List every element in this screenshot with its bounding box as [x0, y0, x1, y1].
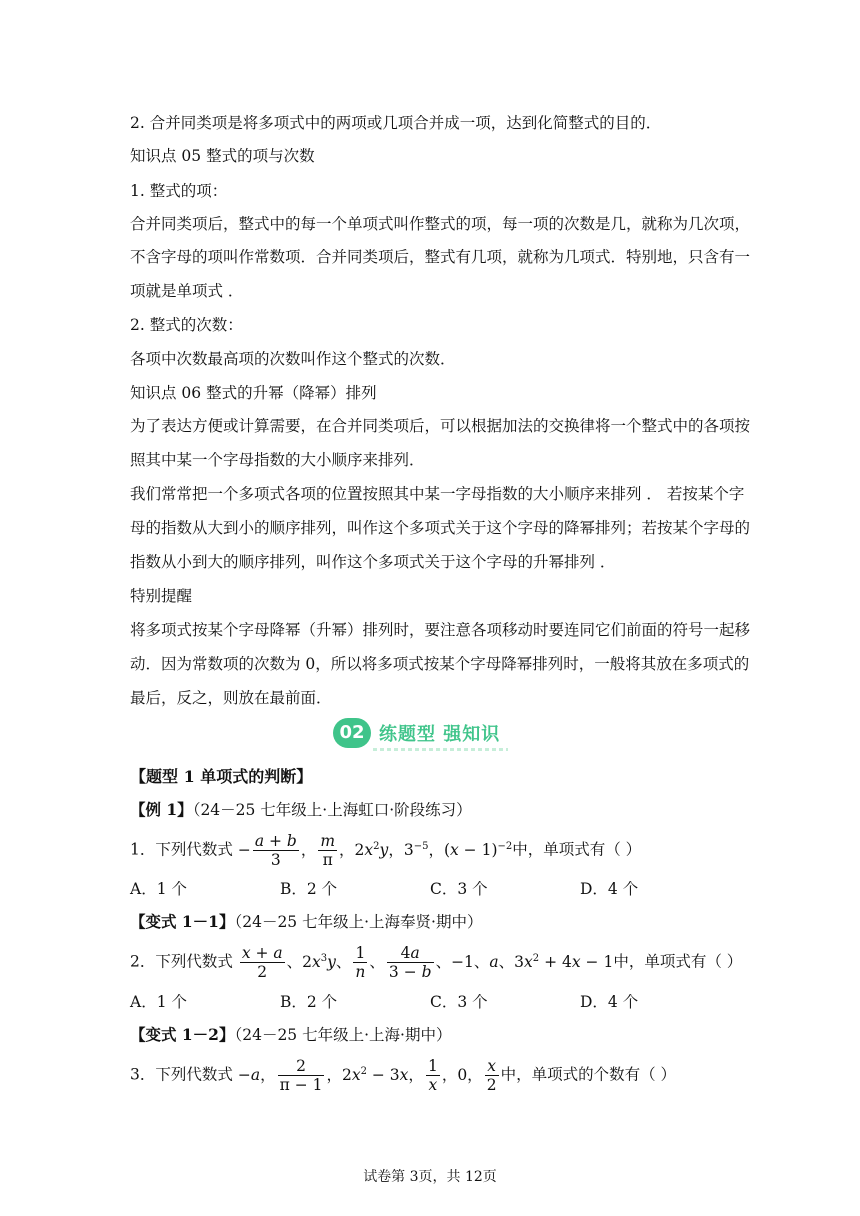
question-prefix: 2．下列代数式 [130, 952, 233, 971]
text-line: 最后，反之，则放在最前面． [130, 689, 332, 707]
option-d[interactable]: D．4 个 [580, 880, 639, 898]
knowledge-heading: 知识点 05 整式的项与次数 [130, 147, 315, 165]
question-prefix: 1．下列代数式 [130, 840, 233, 859]
text-line: 指数从小到大的顺序排列，叫作这个多项式关于这个字母的升幂排列 ． [130, 553, 616, 571]
text-line: 母的指数从大到小的顺序排列，叫作这个多项式关于这个字母的降幂排列；若按某个字母的 [130, 519, 751, 537]
example-header [130, 800, 472, 820]
text-line: 动．因为常数项的次数为 0，所以将多项式按某个字母降幂排列时，一般将其放在多项式的 [130, 655, 750, 673]
example-source: （24－25 七年级上·上海虹口·阶段练习） [192, 801, 472, 819]
banner-underline [373, 748, 508, 751]
text-line: 2. 整式的次数： [130, 316, 243, 334]
text-line: 照其中某一个字母指数的大小顺序来排列． [130, 451, 425, 469]
text-line: 将多项式按某个字母降幂（升幂）排列时，要注意各项移动时要连同它们前面的符号一起移 [130, 621, 751, 639]
section-title: 【题型 1 单项式的判断】 [130, 767, 313, 786]
example-header [130, 1025, 451, 1045]
reminder-heading: 特别提醒 [130, 587, 193, 605]
text-line: 我们常常把一个多项式各项的位置按照其中某一字母指数的大小顺序来排列 ． 若按某个字 [130, 485, 745, 503]
text-line: 为了表达方便或计算需要，在合并同类项后，可以根据加法的交换律将一个整式中的各项按 [130, 417, 751, 435]
question-suffix: 中，单项式有（ ） [613, 952, 743, 971]
option-b[interactable]: B．2 个 [280, 993, 338, 1011]
option-a[interactable]: A．1 个 [130, 993, 187, 1011]
question-prefix: 3．下列代数式 [130, 1065, 233, 1084]
text-line: 项就是单项式 ． [130, 282, 244, 300]
text-line: 1. 整式的项： [130, 182, 228, 200]
banner-badge: 02 [333, 718, 371, 748]
question-suffix: 中，单项式有（ ） [512, 840, 642, 859]
option-b[interactable]: B．2 个 [280, 880, 338, 898]
math-expression: −a， $\frac{2}{\pi - 1}$ ，$2x^2 - 3x$， $\frac{1}{x}$ ，0， $\frac{x}{2}$ [237, 1057, 497, 1094]
text-line: 各项中次数最高项的次数叫作这个整式的次数． [130, 350, 456, 368]
knowledge-heading: 知识点 06 整式的升幂（降幂）排列 [130, 384, 377, 402]
text-line: 不含字母的项叫作常数项．合并同类项后，整式有几项，就称为几项式．特别地，只含有一 [130, 248, 751, 266]
example-source: （24－25 七年级上·上海奉贤·期中） [234, 913, 483, 931]
math-expression: − $\frac{a + b}{3}$ ， $\frac{m}{\pi}$ ，$2x^2y$，$3^{-5}$，$(x - 1)^{-2}$ [237, 832, 513, 869]
page-footer: 试卷第 3页，共 12页 [363, 1169, 497, 1185]
question-2 [130, 944, 742, 981]
option-c[interactable]: C．3 个 [430, 993, 488, 1011]
example-tag: 【例 1】 [130, 800, 193, 819]
question-1 [130, 832, 641, 869]
section-banner [333, 716, 513, 750]
option-a[interactable]: A．1 个 [130, 880, 187, 898]
question-suffix: 中，单项式的个数有（ ） [500, 1065, 676, 1084]
example-tag: 【变式 1－1】 [130, 912, 235, 931]
text-line: 2. 合并同类项是将多项式中的两项或几项合并成一项，达到化简整式的目的． [130, 114, 662, 132]
example-tag: 【变式 1－2】 [130, 1025, 235, 1044]
option-c[interactable]: C．3 个 [430, 880, 488, 898]
math-expression: $\frac{x + a}{2}$ 、$2x^3y$、 $\frac{1}{n}$ 、 $\frac{4a}{3 - b}$ 、−1、a、$3x^2 + 4x - 1$ [241, 944, 614, 981]
question-3 [130, 1057, 676, 1094]
option-d[interactable]: D．4 个 [580, 993, 639, 1011]
example-header [130, 912, 482, 932]
text-line: 合并同类项后，整式中的每一个单项式叫作整式的项，每一项的次数是几，就称为几次项， [130, 215, 751, 233]
example-source: （24－25 七年级上·上海·期中） [234, 1026, 452, 1044]
banner-title: 练题型 强知识 [379, 724, 501, 745]
